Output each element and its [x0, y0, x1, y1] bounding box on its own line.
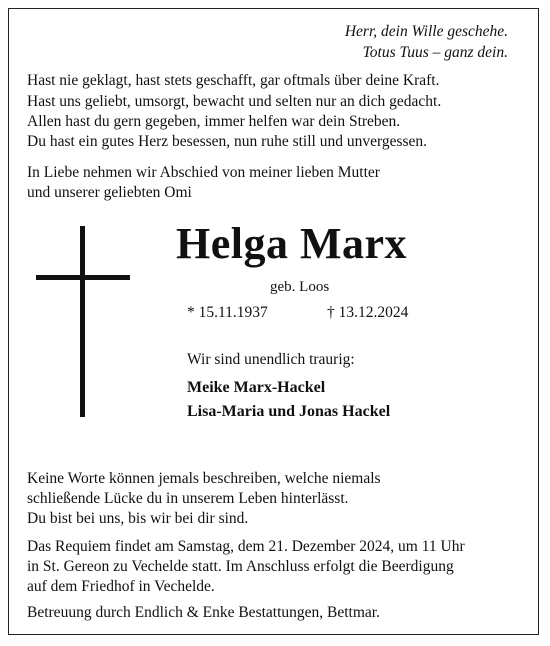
verse2-line-2: schließende Lücke du in unserem Leben hinterlässt. [27, 490, 349, 507]
maiden-name: geb. Loos [270, 279, 330, 295]
mourner-name-2: Lisa-Maria und Jonas Hackel [187, 403, 391, 420]
mourners-heading: Wir sind unendlich traurig: [187, 351, 355, 368]
epigraph-line-1: Herr, dein Wille geschehe. [344, 23, 508, 40]
intro-line-2: und unserer geliebten Omi [27, 184, 192, 201]
verse2-line-1: Keine Worte können jemals beschreiben, welche niemals [27, 470, 381, 487]
cross-icon-horizontal [36, 275, 130, 280]
poem-line-4: Du hast ein gutes Herz besessen, nun ruhe still und unvergessen. [27, 133, 428, 150]
cross-icon-vertical [80, 226, 85, 417]
intro-line-1: In Liebe nehmen wir Abschied von meiner lieben Mutter [27, 164, 380, 181]
verse2-line-3: Du bist bei uns, bis wir bei dir sind. [27, 510, 249, 527]
epigraph-line-2: Totus Tuus – ganz dein. [362, 44, 508, 61]
deceased-name: Helga Marx [176, 219, 408, 268]
poem-line-3: Allen hast du gern gegeben, immer helfen war dein Streben. [27, 113, 401, 130]
requiem-line-1: Das Requiem findet am Samstag, dem 21. Dezember 2024, um 11 Uhr [27, 538, 465, 555]
requiem-line-2: in St. Gereon zu Vechelde statt. Im Anschluss erfolgt die Beerdigung [27, 558, 454, 575]
birth-date: * 15.11.1937 [187, 304, 268, 321]
funeral-home-credit: Betreuung durch Endlich & Enke Bestattungen, Bettmar. [27, 604, 380, 621]
poem-line-1: Hast nie geklagt, hast stets geschafft, gar oftmals über deine Kraft. [27, 72, 440, 89]
death-date: † 13.12.2024 [327, 304, 409, 321]
mourner-name-1: Meike Marx-Hackel [187, 379, 326, 396]
requiem-line-3: auf dem Friedhof in Vechelde. [27, 578, 215, 595]
poem-line-2: Hast uns geliebt, umsorgt, bewacht und selten nur an dich gedacht. [27, 93, 442, 110]
